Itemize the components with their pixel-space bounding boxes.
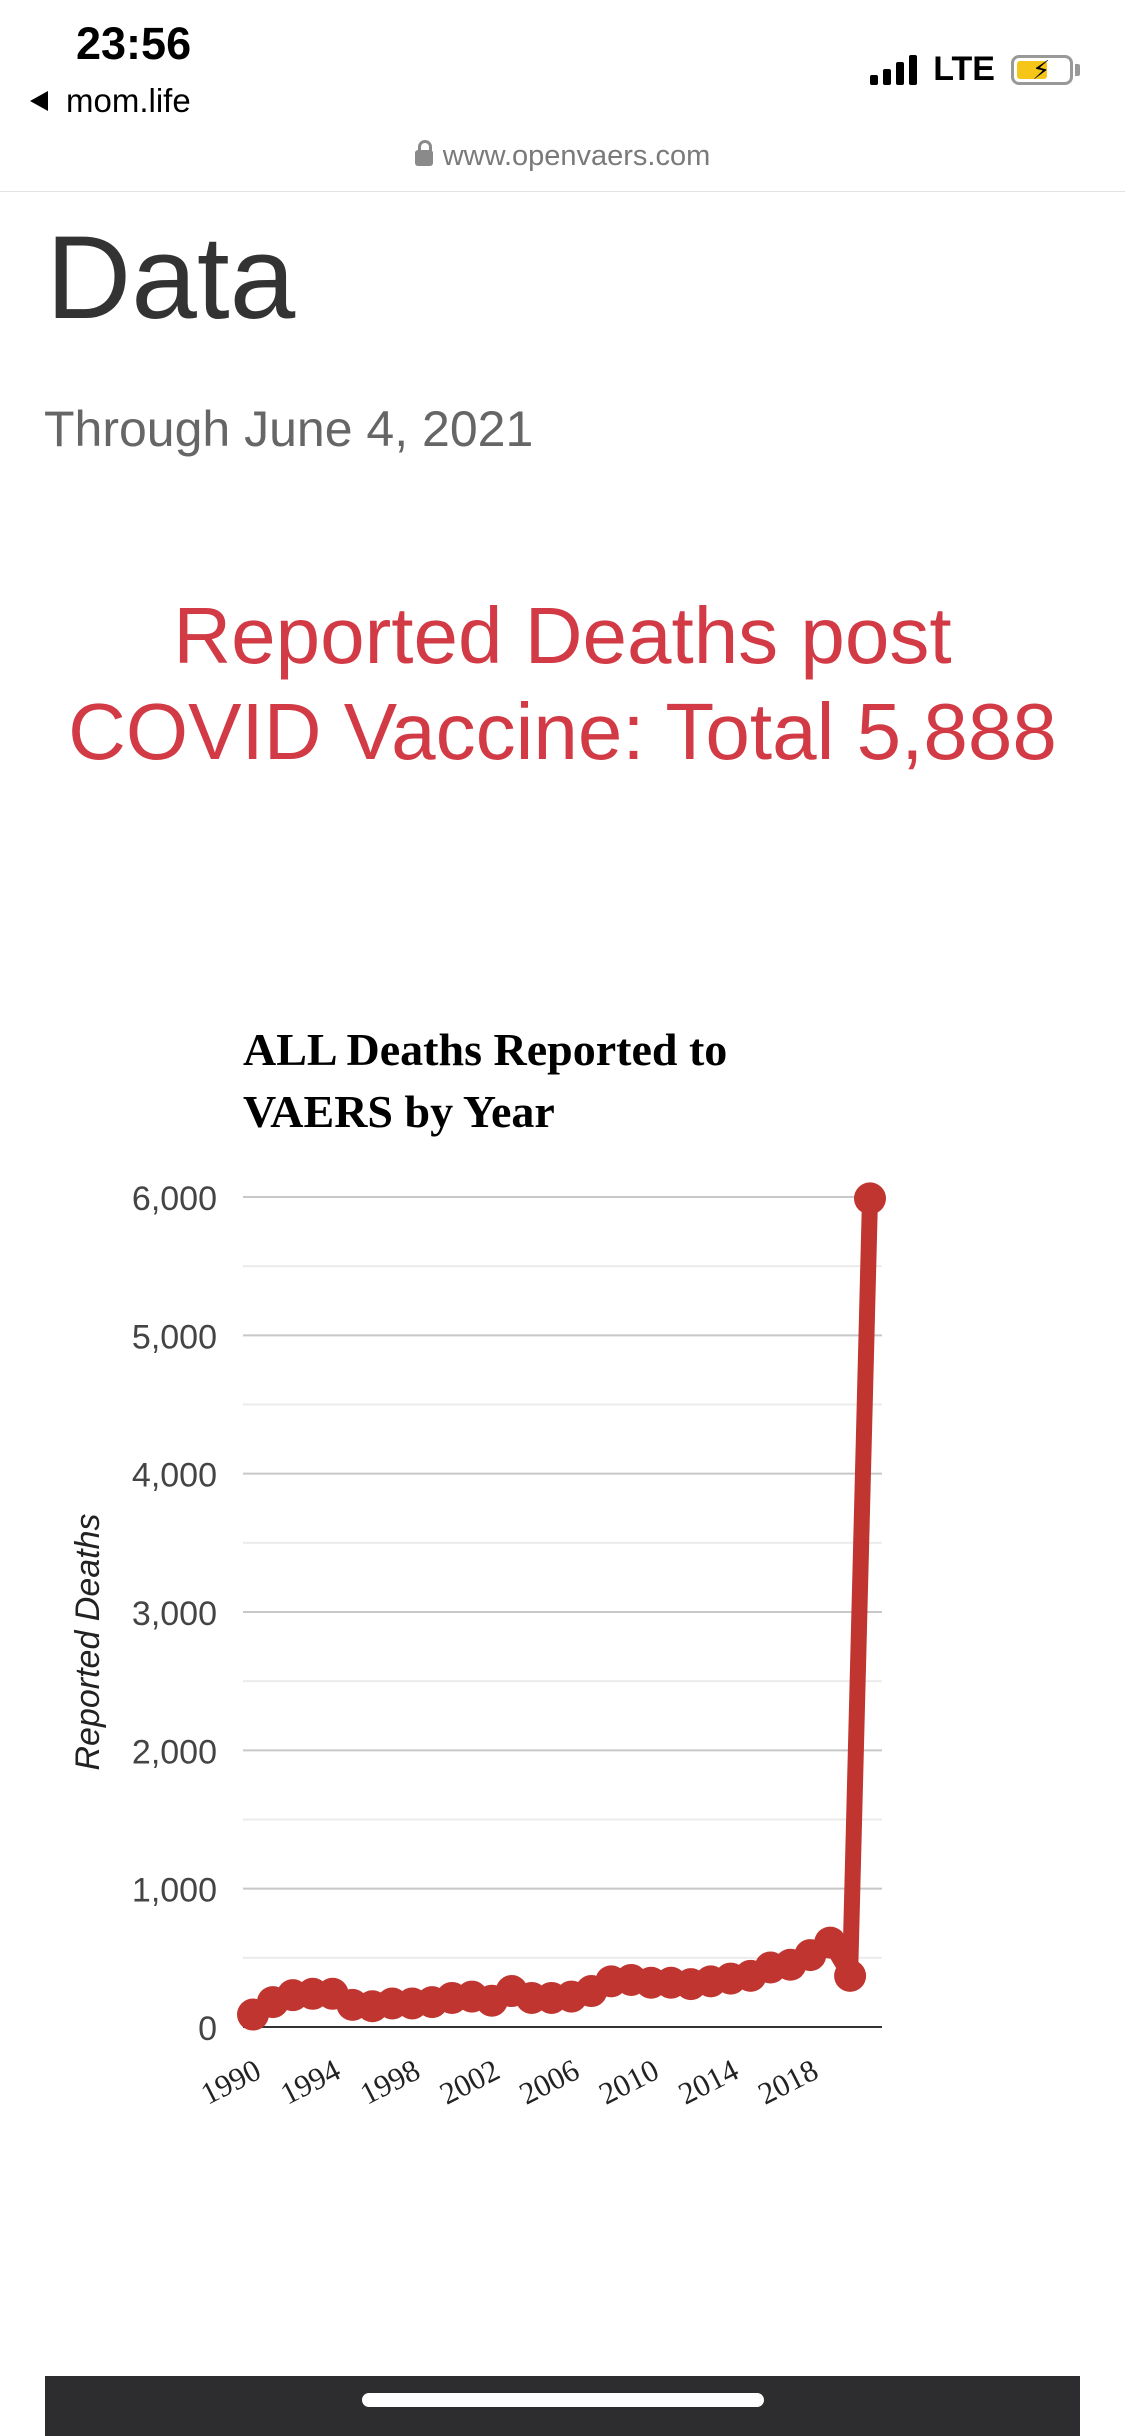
battery-cap	[1075, 64, 1080, 76]
y-tick-label: 0	[198, 2010, 217, 2048]
data-point[interactable]	[854, 1182, 886, 1214]
data-date: Through June 4, 2021	[44, 401, 534, 457]
status-time: 23:56	[76, 18, 192, 69]
status-indicators	[870, 50, 1080, 89]
x-tick-label: 2014	[672, 2052, 744, 2112]
url-text: www.openvaers.com	[442, 140, 711, 172]
y-tick-label: 5,000	[131, 1318, 217, 1357]
chart-title-line-2: VAERS by Year	[243, 1086, 555, 1137]
back-app-label: mom.life	[66, 82, 191, 119]
back-to-app-button[interactable]	[30, 82, 191, 120]
x-tick-label: 1994	[274, 2052, 346, 2112]
data-point[interactable]	[834, 1960, 866, 1992]
chart-title-line-1: ALL Deaths Reported to	[243, 1024, 728, 1075]
home-indicator[interactable]	[362, 2393, 764, 2407]
y-tick-label: 4,000	[131, 1456, 217, 1495]
x-tick-label: 2018	[752, 2052, 824, 2112]
address-bar[interactable]	[0, 140, 1125, 173]
toolbar-divider	[0, 191, 1125, 192]
y-tick-label: 2,000	[131, 1733, 217, 1772]
lock-icon	[415, 150, 433, 166]
x-tick-label: 1998	[354, 2052, 426, 2112]
y-tick-label: 6,000	[131, 1180, 217, 1218]
data-point[interactable]	[814, 1927, 846, 1959]
x-tick-label: 2002	[433, 2052, 506, 2112]
y-tick-label: 1,000	[131, 1871, 217, 1910]
y-tick-label: 3,000	[131, 1595, 217, 1633]
series-line	[253, 1198, 870, 2014]
x-tick-label: 2010	[593, 2052, 665, 2112]
x-tick-label: 1990	[195, 2052, 267, 2112]
signal-strength-icon	[870, 55, 917, 85]
x-tick-label: 2006	[513, 2052, 585, 2112]
deaths-by-year-chart	[0, 1000, 1125, 2130]
battery-charging-icon: ⚡	[1011, 55, 1073, 85]
death-total-headline: Reported Deaths post COVID Vaccine: Total 5,888	[68, 591, 1057, 776]
network-type: LTE	[933, 50, 995, 88]
page-title: Data	[46, 212, 296, 344]
back-arrow-icon	[30, 91, 48, 111]
y-axis-label: Reported Deaths	[69, 1513, 107, 1771]
